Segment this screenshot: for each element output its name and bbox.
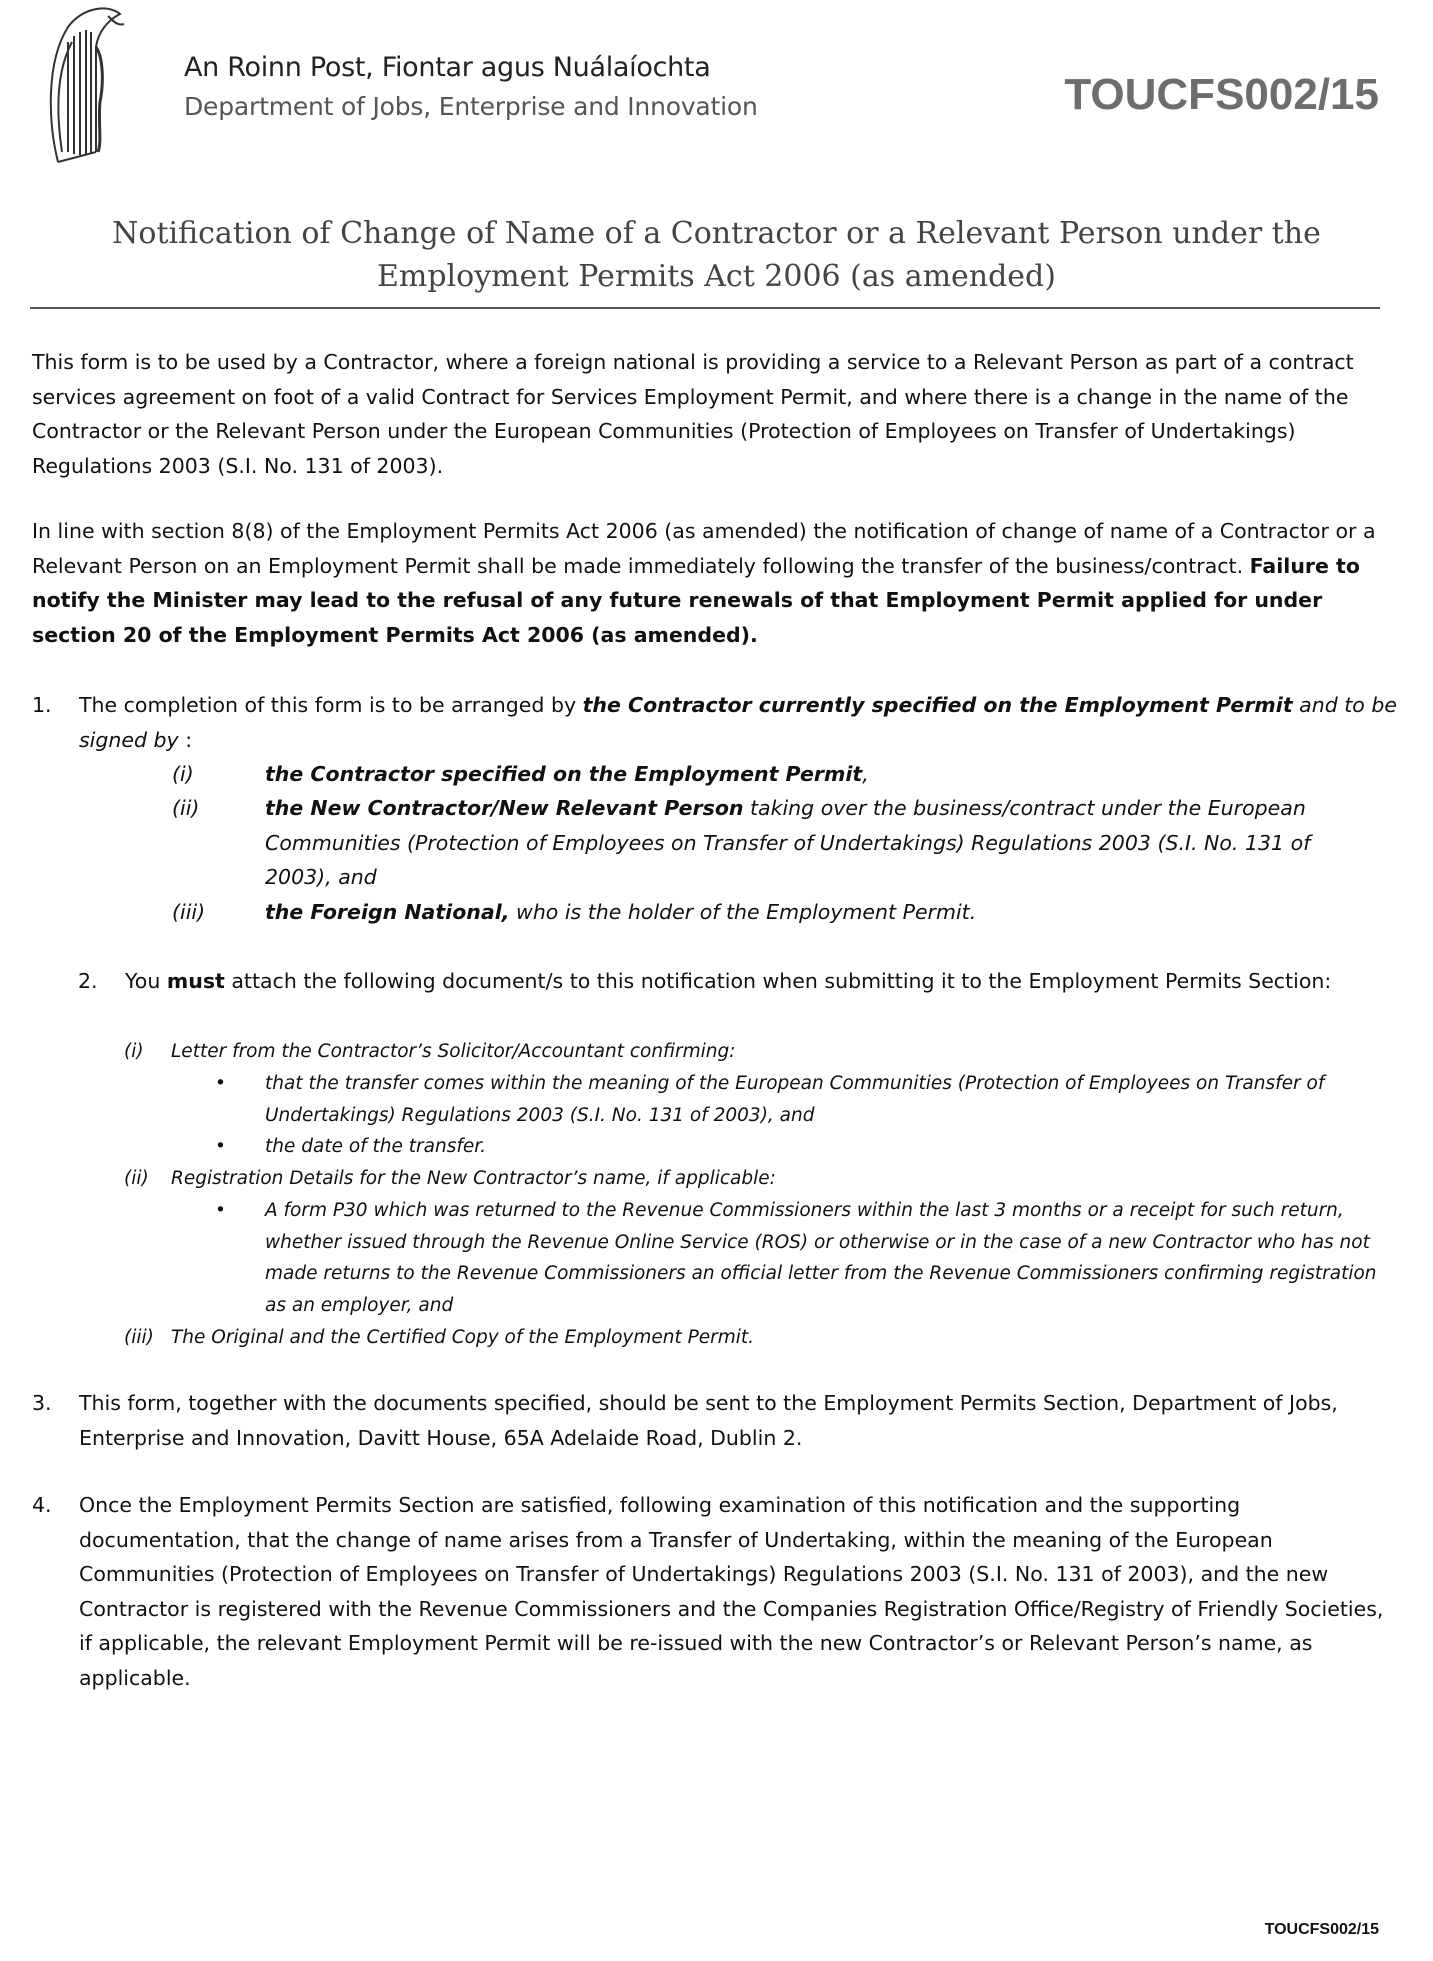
item-number: 1. bbox=[32, 693, 52, 717]
intro-paragraph-2 bbox=[32, 514, 1402, 652]
item-4-text: Once the Employment Permits Section are satisfied, following examination of this notification and the supporting documentation, that the change of name arises from a Transfer of Undertaking, within the meaning of the European Communities (Protection of Employees on Transfer of Undertakings) Regulations 2003 (S.I. No. 131 of 2003), and the new Contractor is registered with the Revenue Commissioners and the Companies Registration Office/Registry of Friendly Societies, if applicable, the relevant Employment Permit will be re-issued with the new Contractor’s or Relevant Person’s name, as applicable. bbox=[79, 1493, 1384, 1690]
sub-item-text bbox=[265, 757, 1375, 792]
sub-item-text bbox=[265, 791, 1375, 895]
intro-paragraph-2-text: In line with section 8(8) of the Employment Permits Act 2006 (as amended) the notification of change of name of a Contractor or a Relevant Person on an Employment Permit shall be made immediately following the transfer of the business/contract. bbox=[32, 519, 1376, 578]
form-title-line1: Notification of Change of Name of a Contractor or a Relevant Person under the bbox=[112, 216, 1321, 251]
sub-item-numeral: (i) bbox=[124, 1041, 144, 1062]
sub-item-text bbox=[265, 895, 1375, 930]
sub-item-numeral: (ii) bbox=[172, 796, 200, 820]
item-1-text-d: : bbox=[178, 727, 193, 752]
bullet-text: A form P30 which was returned to the Revenue Commissioners within the last 3 months or a receipt for such return, whether issued through the Revenue Online Service (ROS) or otherwise or in the case of a new Contractor who has not made returns to the Revenue Commissioners an official letter from the Revenue Commissioners confirming registration as an employer, and bbox=[265, 1200, 1377, 1316]
form-title bbox=[30, 212, 1403, 298]
bullet-text: the date of the transfer. bbox=[265, 1136, 487, 1157]
bullet-dot-icon: • bbox=[215, 1073, 226, 1094]
sub-item-bold: the New Contractor/New Relevant Person bbox=[265, 796, 744, 820]
sub-item-bold: the Foreign National, bbox=[265, 900, 510, 924]
sub-item-bold: the Contractor specified on the Employment Permit bbox=[265, 762, 863, 786]
item-1-text-a: The completion of this form is to be arranged by bbox=[79, 693, 583, 717]
item-2-text-must: must bbox=[166, 969, 225, 993]
bullet-text: that the transfer comes within the meaning of the European Communities (Protection of Employees on Transfer of Undertakings) Regulations 2003 (S.I. No. 131 of 2003), and bbox=[265, 1073, 1325, 1126]
department-name-english: Department of Jobs, Enterprise and Innovation bbox=[184, 92, 758, 121]
item-3-text: This form, together with the documents specified, should be sent to the Employment Permits Section, Department of Jobs, Enterprise and Innovation, Davitt House, 65A Adelaide Road, Dublin 2. bbox=[79, 1391, 1338, 1450]
item-1-text-c: and to be signed by bbox=[79, 693, 1397, 752]
item-number: 4. bbox=[32, 1493, 52, 1517]
sub-item-text: The Original and the Certified Copy of the Employment Permit. bbox=[171, 1327, 755, 1348]
bullet-dot-icon: • bbox=[215, 1136, 226, 1157]
title-divider bbox=[30, 307, 1380, 309]
item-2-text bbox=[125, 964, 1365, 999]
item-2-text-a: You bbox=[125, 969, 167, 993]
item-1-text-b: the Contractor currently specified on the Employment Permit bbox=[582, 693, 1293, 717]
sub-item-rest: taking over the business/contract under the European Communities (Protection of Employees on Transfer of Undertakings) Regulations 2003 (S.I. No. 131 of 2003), and bbox=[265, 796, 1311, 889]
intro-paragraph-1: This form is to be used by a Contractor, where a foreign national is providing a service to a Relevant Person as part of a contract services agreement on foot of a valid Contract for Services Employment Permit, and where there is a change in the name of the Contractor or the Relevant Person under the European Communities (Protection of Employees on Transfer of Undertakings) Regulations 2003 (S.I. No. 131 of 2003). bbox=[32, 350, 1354, 478]
sub-item-rest: who is the holder of the Employment Permit. bbox=[509, 900, 977, 924]
sub-item-rest: , bbox=[862, 762, 869, 786]
form-title-line2: Employment Permits Act 2006 (as amended) bbox=[377, 259, 1056, 294]
sub-item-numeral: (iii) bbox=[172, 900, 206, 924]
form-code-footer: TOUCFS002/15 bbox=[1264, 1921, 1379, 1938]
department-name-irish: An Roinn Post, Fiontar agus Nuálaíochta bbox=[184, 52, 711, 83]
item-2-text-c: attach the following document/s to this notification when submitting it to the Employment Permits Section: bbox=[224, 969, 1332, 993]
item-1-text bbox=[79, 688, 1399, 757]
sub-item-numeral: (i) bbox=[172, 762, 194, 786]
intro-paragraph-2-warning: Failure to notify the Minister may lead to the refusal of any future renewals of that Employment Permit applied for under section 20 of the Employment Permits Act 2006 (as amended). bbox=[32, 553, 1360, 647]
harp-icon bbox=[38, 2, 128, 167]
sub-item-numeral: (iii) bbox=[124, 1327, 154, 1348]
bullet-dot-icon: • bbox=[215, 1200, 226, 1221]
form-code-header: TOUCFS002/15 bbox=[1064, 70, 1379, 119]
item-number: 2. bbox=[78, 969, 98, 993]
sub-item-numeral: (ii) bbox=[124, 1168, 149, 1189]
item-number: 3. bbox=[32, 1391, 52, 1415]
sub-item-text: Registration Details for the New Contractor’s name, if applicable: bbox=[171, 1168, 776, 1189]
sub-item-text: Letter from the Contractor’s Solicitor/Accountant confirming: bbox=[171, 1041, 736, 1062]
